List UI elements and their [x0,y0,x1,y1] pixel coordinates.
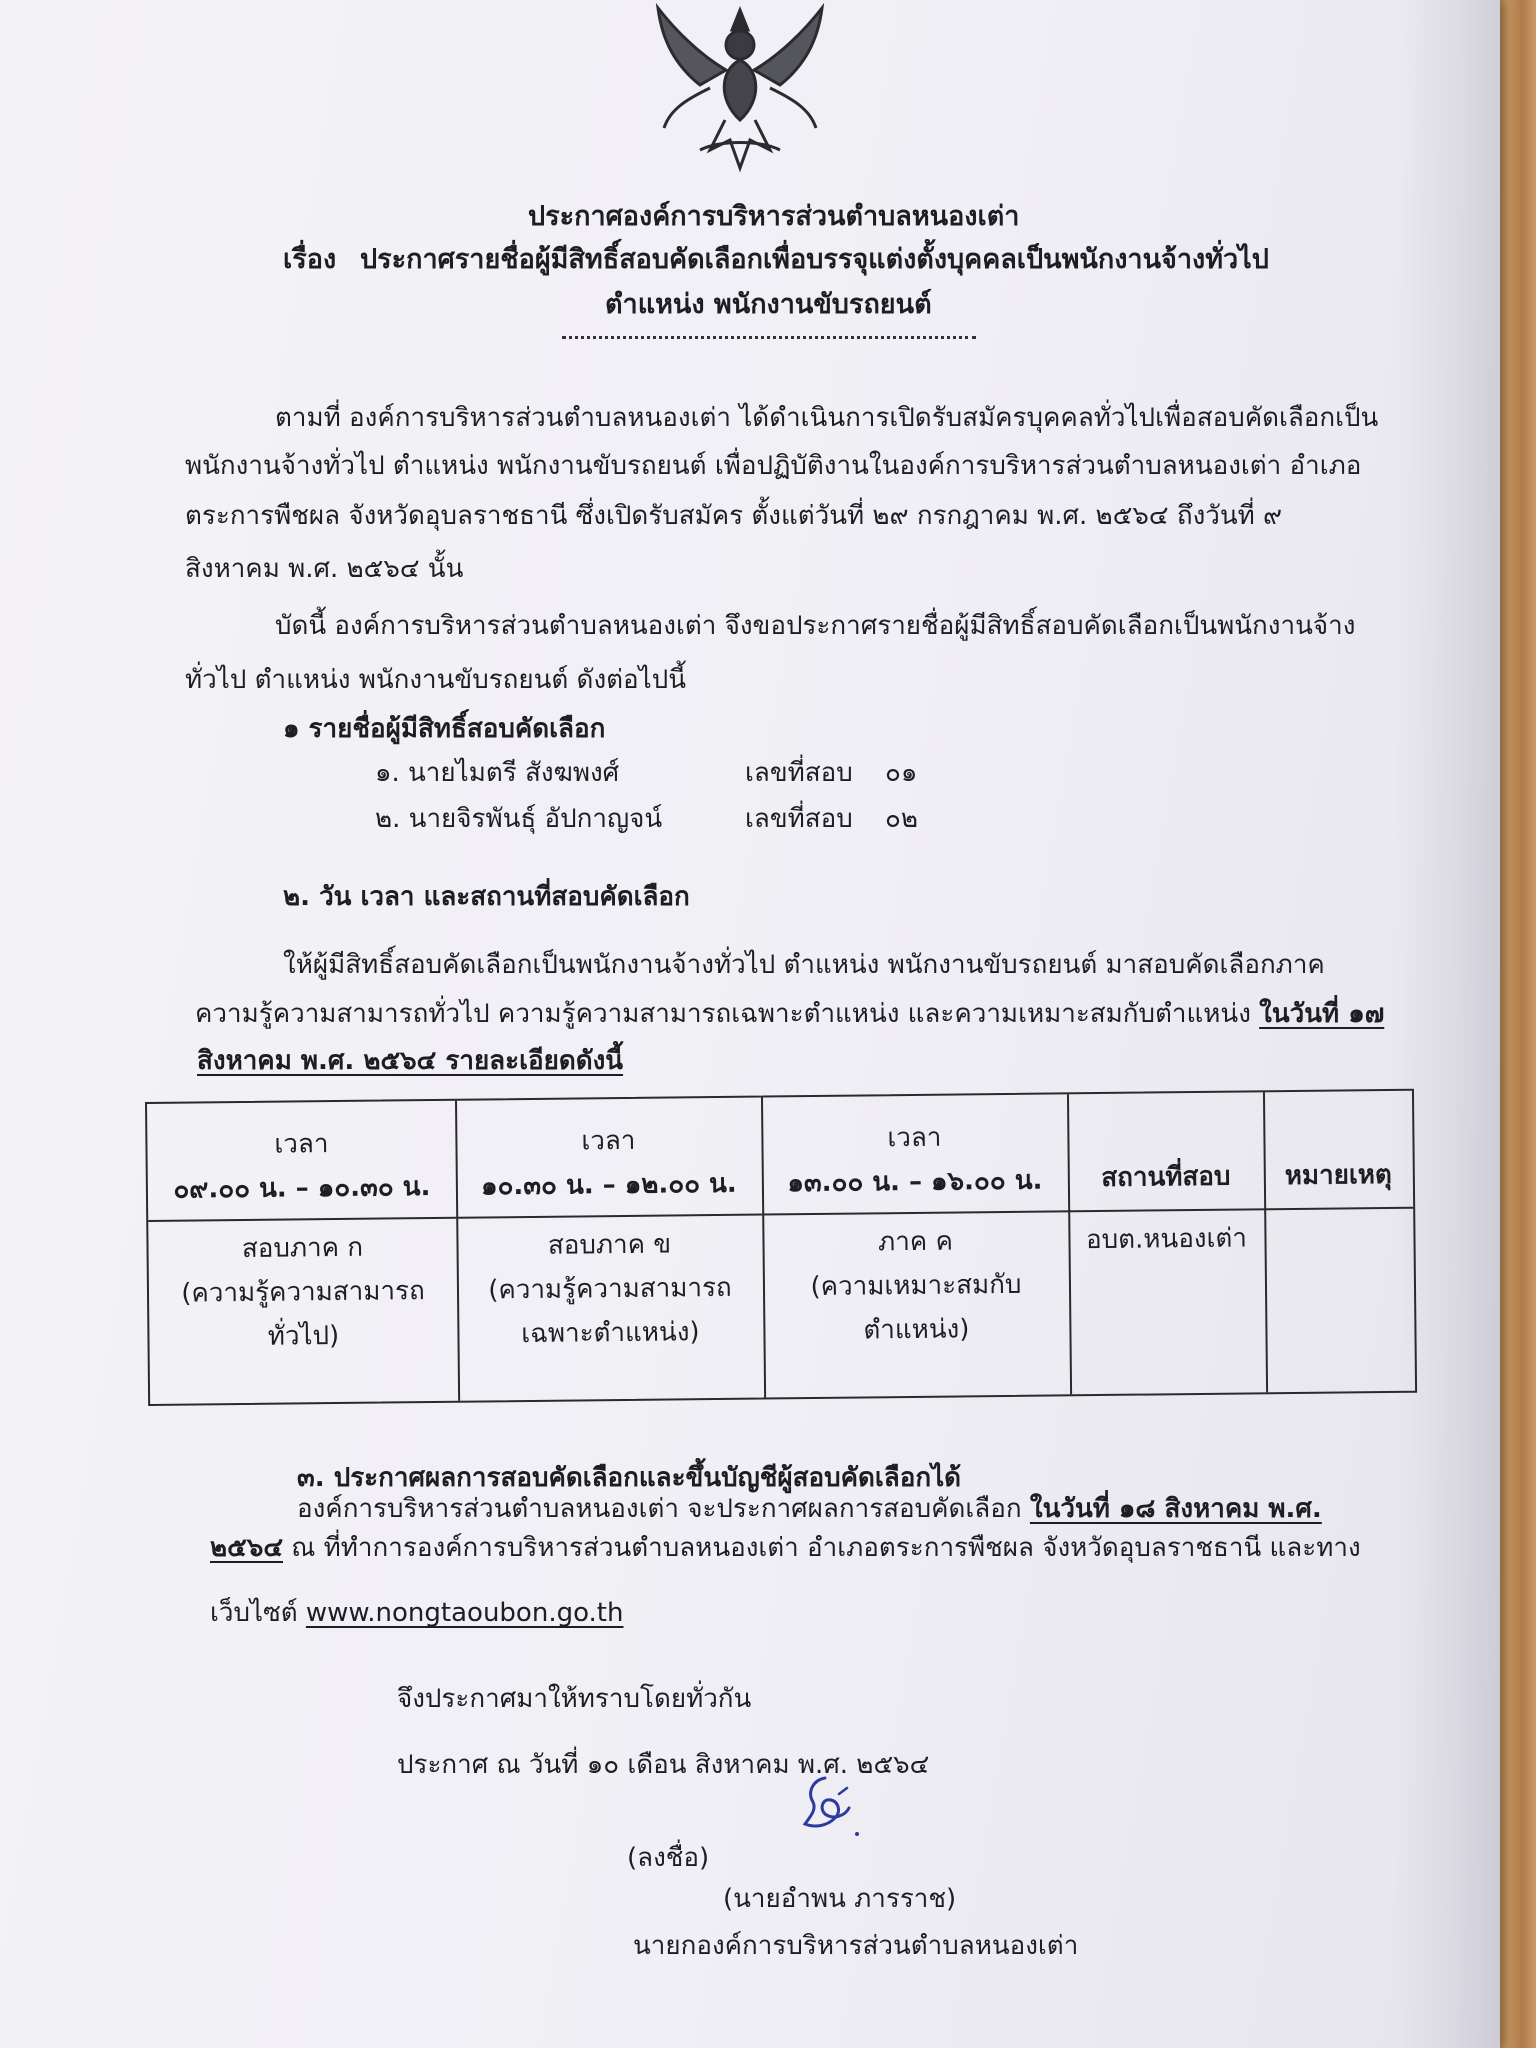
handwritten-signature [795,1768,875,1838]
table-header-remarks: หมายเหตุ [1284,1159,1393,1192]
candidate-1-exam-number: ๐๑ [885,758,918,788]
table-header-cell [147,1121,456,1212]
section-3-line-2-text: ณ ที่ทำการองค์การบริหารส่วนตำบลหนองเต่า อำเภอตระการพืชผล จังหวัดอุบลราชธานี และทาง [283,1533,1361,1563]
candidate-2-exam-label: เลขที่สอบ [745,804,853,834]
signer-name: (นายอำพน ภารราช) [723,1884,957,1914]
header-time-label: เวลา [581,1125,636,1157]
section-3-line-1-text: องค์การบริหารส่วนตำบลหนองเต่า จะประกาศผลการสอบคัดเลือก [297,1494,1030,1524]
cell-line: สอบภาค ข [547,1229,672,1261]
cell-line: ทั่วไป) [267,1320,340,1352]
announce-line-1: บัดนี้ องค์การบริหารส่วนตำบลหนองเต่า จึงขอประกาศรายชื่อผู้มีสิทธิ์สอบคัดเลือกเป็นพนักงานจ้าง [275,611,1356,641]
intro-line-3: ตระการพืชผล จังหวัดอุบลราชธานี ซึ่งเปิดรับสมัคร ตั้งแต่วันที่ ๒๙ กรกฎาคม พ.ศ. ๒๕๖๔ ถึงวันที่ ๙ [185,501,1283,531]
schedule-table [145,1089,1417,1406]
candidate-2-name: ๒. นายจิรพันธุ์ อัปกาญจน์ [375,804,663,834]
section-3-line-1 [297,1488,1322,1529]
cell-line: (ความรู้ความสามารถ [181,1276,425,1309]
cell-line: (ความรู้ความสามารถ [488,1272,732,1306]
section-3-heading: ๓. ประกาศผลการสอบคัดเลือกและขึ้นบัญชีผู้สอบคัดเลือกได้ [297,1463,962,1493]
position-title: ตำแหน่ง พนักงานขับรถยนต์ [605,289,932,320]
signer-title: นายกองค์การบริหารส่วนตำบลหนองเต่า [633,1931,1079,1961]
announcement-date: ประกาศ ณ วันที่ ๑๐ เดือน สิงหาคม พ.ศ. ๒๕๖๔ [397,1750,930,1780]
header-time-range: ๑๐.๓๐ น. – ๑๒.๐๐ น. [480,1168,737,1202]
paper-fold-shadow [1395,0,1500,2048]
exam-date-detail-underlined: สิงหาคม พ.ศ. ๒๕๖๔ รายละเอียดดังนี้ [197,1046,624,1076]
garuda-emblem-icon [640,0,840,175]
header-time-range: ๐๙.๐๐ น. – ๑๐.๓๐ น. [173,1172,431,1205]
section-3-line-3 [210,1592,623,1633]
organization-title: ประกาศองค์การบริหารส่วนตำบลหนองเต่า [528,201,1020,232]
header-time-label: เวลา [274,1129,329,1160]
website-prefix: เว็บไซต์ [210,1598,306,1628]
candidate-2-exam-number: ๐๒ [885,804,919,834]
intro-line-4: สิงหาคม พ.ศ. ๒๕๖๔ นั้น [185,554,464,584]
table-body-cell [148,1225,457,1360]
header-time-label: เวลา [887,1122,942,1154]
closing-line: จึงประกาศมาให้ทราบโดยทั่วกัน [397,1684,752,1714]
result-year-underlined: ๒๕๖๔ [210,1533,283,1563]
announce-line-2: ทั่วไป ตำแหน่ง พนักงานขับรถยนต์ ดังต่อไปนี้ [185,665,686,695]
subject-text: ประกาศรายชื่อผู้มีสิทธิ์สอบคัดเลือกเพื่อบรรจุแต่งตั้งบุคคลเป็นพนักงานจ้างทั่วไป [360,244,1269,275]
table-header-location: สถานที่สอบ [1101,1161,1231,1193]
cell-line: เฉพาะตำแหน่ง) [521,1317,700,1350]
intro-line-1: ตามที่ องค์การบริหารส่วนตำบลหนองเต่า ได้ดำเนินการเปิดรับสมัครบุคคลทั่วไปเพื่อสอบคัดเลือกเป็น [275,403,1379,433]
dotted-divider [562,336,976,339]
cell-line: (ความเหมาะสมกับ [810,1269,1022,1303]
exam-date-underlined: ในวันที่ ๑๗ [1259,999,1385,1029]
candidate-1-exam-label: เลขที่สอบ [745,758,853,788]
table-header-cell [761,1114,1068,1205]
table-body-cell [456,1222,763,1357]
section-2-line-2-text: ความรู้ความสามารถทั่วไป ความรู้ความสามารถเฉพาะตำแหน่ง และความเหมาะสมกับตำแหน่ง [195,999,1260,1029]
result-date-underlined: ในวันที่ ๑๘ สิงหาคม พ.ศ. [1029,1494,1322,1524]
section-2-line-1: ให้ผู้มีสิทธิ์สอบคัดเลือกเป็นพนักงานจ้างทั่วไป ตำแหน่ง พนักงานขับรถยนต์ มาสอบคัดเลือกภาค [283,950,1325,980]
subject-label: เรื่อง [283,244,337,275]
cell-line: ตำแหน่ง) [863,1314,970,1346]
table-body-location: อบต.หนองเต่า [1085,1223,1248,1256]
cell-line: ภาค ค [877,1226,954,1258]
intro-line-2: พนักงานจ้างทั่วไป ตำแหน่ง พนักงานขับรถยนต์ เพื่อปฏิบัติงานในองค์การบริหารส่วนตำบลหนองเต่า อำเภอ [185,451,1362,481]
table-body-remarks [1264,1215,1413,1217]
section-2-heading: ๒. วัน เวลา และสถานที่สอบคัดเลือก [283,882,690,912]
cell-line: สอบภาค ก [241,1232,364,1264]
table-body-cell [762,1218,1069,1353]
sign-label: (ลงชื่อ) [627,1843,710,1873]
table-header-cell [455,1118,762,1209]
candidate-1-name: ๑. นายไมตรี สังฆพงศ์ [375,758,620,788]
header-time-range: ๑๓.๐๐ น. – ๑๖.๐๐ น. [787,1165,1043,1199]
section-3-line-2 [210,1527,1361,1568]
section-2-line-2 [195,993,1384,1034]
section-1-heading: ๑ รายชื่อผู้มีสิทธิ์สอบคัดเลือก [283,714,606,744]
website-link[interactable]: www.nongtaoubon.go.th [305,1598,624,1628]
